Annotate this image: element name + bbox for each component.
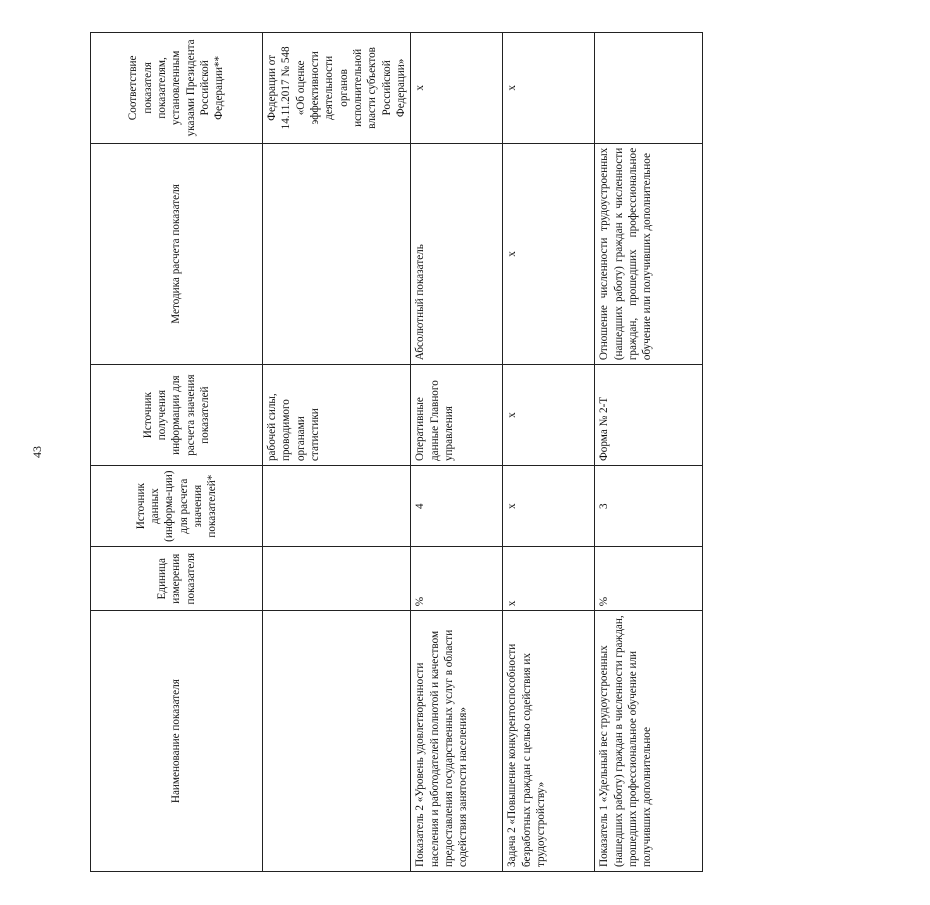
cell-name: Показатель 1 «Удельный вес трудоустроенных (нашедших работу) граждан в численности граждан, прошедших профессиональное обучение или получивших дополнительное	[595, 611, 703, 872]
cell-name: Показатель 2 «Уровень удовлетворенности населения и работодателей полнотой и качеством предоставления государственных услуг в области содействия занятости населения»	[411, 611, 503, 872]
table-header-row	[91, 33, 263, 872]
cell-unit: %	[595, 547, 703, 611]
table-row	[503, 33, 595, 872]
cell-info-source: Оперативные данные Главного управления	[411, 365, 503, 466]
cell-compliance: х	[411, 33, 503, 144]
page-number: 43	[30, 446, 44, 458]
header-unit: Единица измерения показателя	[91, 547, 263, 611]
cell-compliance	[595, 33, 703, 144]
header-indicator-name: Наименование показателя	[91, 611, 263, 872]
table-row	[263, 33, 411, 872]
cell-unit	[263, 547, 411, 611]
table-row	[595, 33, 703, 872]
cell-info-source: Форма № 2-Т	[595, 365, 703, 466]
header-info-source: Источник получения информации для расчета значения показателей	[91, 365, 263, 466]
cell-unit: %	[411, 547, 503, 611]
cell-unit: х	[503, 547, 595, 611]
cell-data-source: 3	[595, 466, 703, 547]
indicators-table	[90, 32, 703, 872]
header-calculation-method: Методика расчета показателя	[91, 143, 263, 364]
cell-method: Абсолютный показатель	[411, 143, 503, 364]
cell-method: х	[503, 143, 595, 364]
cell-info-source: рабочей силы, проводимого органами статистики	[263, 365, 411, 466]
header-data-source: Источник данных (информа-ции) для расчета значения показателей*	[91, 466, 263, 547]
cell-method	[263, 143, 411, 364]
header-compliance: Соответствие показателя показателям, установленным указами Президента Российской Федерации**	[91, 33, 263, 144]
cell-method: Отношение численности трудоустроенных (нашедших работу) граждан к численности граждан, прошедших профессиональное обучение или получивших дополнительное	[595, 143, 703, 364]
table-row	[411, 33, 503, 872]
cell-data-source	[263, 466, 411, 547]
cell-compliance: Федерации от 14.11.2017 № 548 «Об оценке эффективности деятельности органов исполнительной власти субъектов Российской Федерации»	[263, 33, 411, 144]
cell-info-source: х	[503, 365, 595, 466]
cell-data-source: х	[503, 466, 595, 547]
cell-name	[263, 611, 411, 872]
cell-data-source: 4	[411, 466, 503, 547]
cell-compliance: х	[503, 33, 595, 144]
cell-name: Задача 2 «Повышение конкурентоспособности безработных граждан с целью содействия их трудоустройству»	[503, 611, 595, 872]
rotated-page-content	[90, 39, 930, 872]
